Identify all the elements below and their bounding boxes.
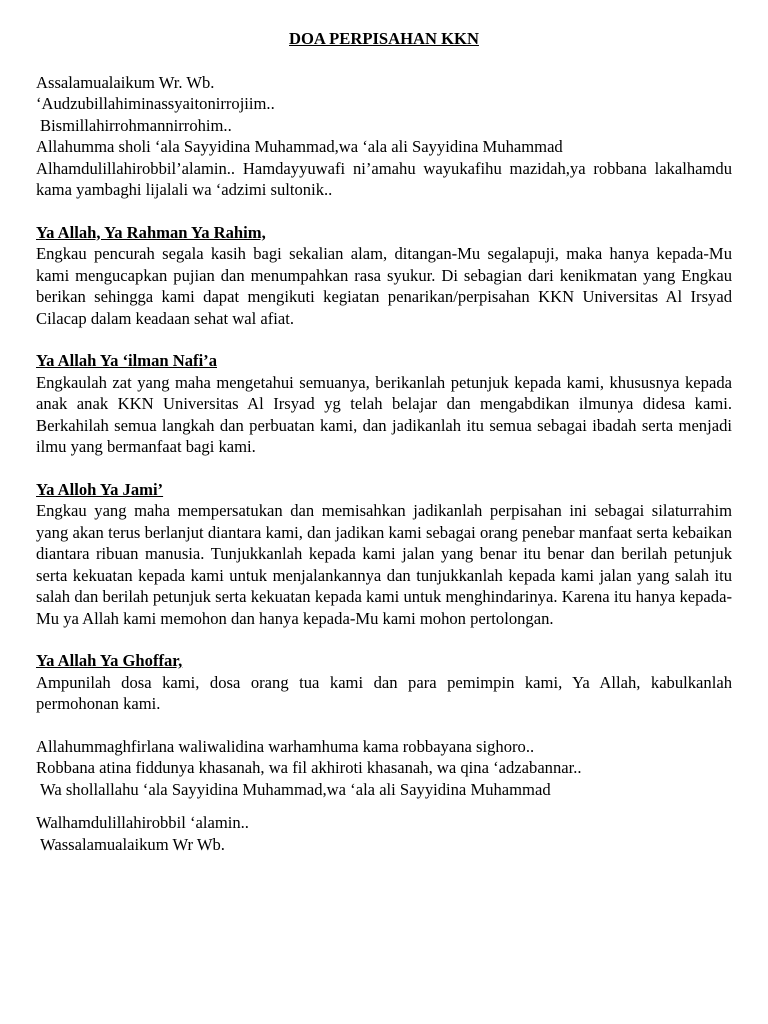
opening-taawudz: ‘Audzubillahiminassyaitonirrojiim.. <box>36 94 275 113</box>
opening-hamdalah: Alhamdulillahirobbil’alamin.. Hamdayyuwafi ni’amahu wayukafihu mazidah,ya robbana lakalhamdu kama yambaghi lijalali wa ‘adzimi sultonik.. <box>36 158 732 199</box>
opening-sholawat: Allahumma sholi ‘ala Sayyidina Muhammad,wa ‘ala ali Sayyidina Muhammad <box>36 137 563 156</box>
section-body: Engkau yang maha mempersatukan dan memisahkan jadikanlah perpisahan ini sebagai silaturrahim yang akan terus berlanjut diantara kami, dan jadikan kami sebagai orang penebar manfaat serta kebaikan diantara ribuan manusia. Tunjukkanlah kepada kami jalan yang benar itu benar dan berilah petunjuk serta kekuatan kepada kami untuk menjalankannya dan tunjukkanlah kepada kami jalan yang salah itu salah dan berilah petunjuk serta kekuatan kepada kami untuk menghindarinya. Karena itu hanya kepada-Mu ya Allah kami memohon dan hanya kepada-Mu kami mohon pertolongan. <box>36 501 732 628</box>
section-heading: Ya Allah, Ya Rahman Ya Rahim, <box>36 222 266 242</box>
section-ya-jami <box>36 479 732 630</box>
ending-salam: Wassalamualaikum Wr Wb. <box>40 834 225 854</box>
section-heading: Ya Allah Ya Ghoffar, <box>36 651 183 670</box>
section-ilman-nafia <box>36 350 732 458</box>
section-body: Ampunilah dosa kami, dosa orang tua kami dan para pemimpin kami, Ya Allah, kabulkanlah permohonan kami. <box>36 672 732 713</box>
ending-hamdalah: Walhamdulillahirobbil ‘alamin.. <box>36 813 249 832</box>
section-heading: Ya Allah Ya ‘ilman Nafi’a <box>36 351 218 370</box>
section-ya-ghoffar <box>36 650 732 715</box>
ending-block <box>36 812 732 855</box>
section-ya-rahman <box>36 222 732 330</box>
section-body: Engkau pencurah segala kasih bagi sekalian alam, ditangan-Mu segalapuji, maka hanya kepada-Mu kami mengucapkan pujian dan menumpahkan rasa syukur. Di sebagian dari kenikmatan yang Engkau berikan sehingga kami dapat mengikuti kegiatan penarikan/perpisahan KKN Universitas Al Irsyad Cilacap dalam keadaan sehat wal afiat. <box>36 244 732 328</box>
opening-basmalah: Bismillahirrohmannirrohim.. <box>40 115 232 135</box>
section-body: Engkaulah zat yang maha mengetahui semuanya, berikanlah petunjuk kepada kami, khususnya kepada anak anak KKN Universitas Al Irsyad yg telah belajar dan mengabdikan ilmunya didesa kami. Berkahilah semua langkah dan perbuatan kami, dan jadikanlah itu semua sebagai ibadah serta menjadi ilmu yang bermanfaat bagi kami. <box>36 372 732 456</box>
opening-salam: Assalamualaikum Wr. Wb. <box>36 72 215 92</box>
closing-prayer-block <box>36 736 732 801</box>
document-page <box>36 28 732 855</box>
closing-prayer-line: Allahummaghfirlana waliwalidina warhamhuma kama robbayana sighoro.. <box>36 736 535 756</box>
closing-prayer-line: Robbana atina fiddunya khasanah, wa fil akhiroti khasanah, wa qina ‘adzabannar.. <box>36 758 582 777</box>
closing-prayer-line: Wa shollallahu ‘ala Sayyidina Muhammad,wa ‘ala ali Sayyidina Muhammad <box>40 779 551 799</box>
opening-block <box>36 72 732 201</box>
section-heading: Ya Alloh Ya Jami’ <box>36 479 164 499</box>
document-title: DOA PERPISAHAN KKN <box>289 29 479 48</box>
